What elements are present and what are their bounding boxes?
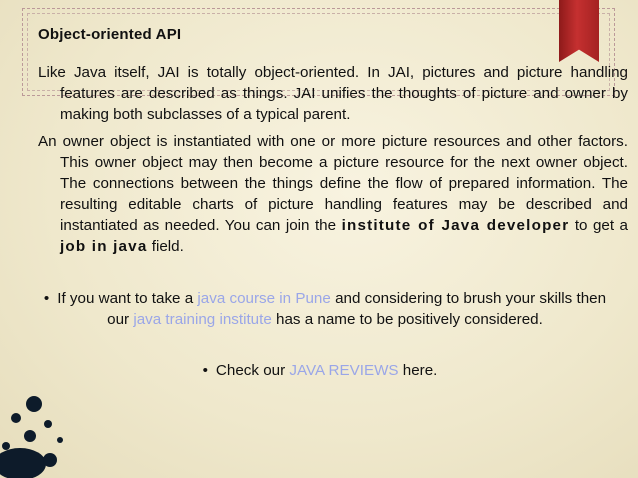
paragraph-owner-object xyxy=(38,131,628,257)
bullet-java-course xyxy=(40,288,610,330)
slide-title: Object-oriented API xyxy=(38,26,182,43)
job-in-java-bold-text: job in java xyxy=(60,238,148,255)
ink-blot-decoration xyxy=(0,390,120,478)
institute-bold-text: institute of Java developer xyxy=(341,217,570,234)
bullet-dot-icon: • xyxy=(202,362,208,379)
java-reviews-link[interactable]: JAVA REVIEWS xyxy=(289,362,399,379)
bullet-java-reviews xyxy=(100,360,540,381)
bullet2-text-pre: Check our xyxy=(215,362,286,379)
para2-text-end: field. xyxy=(151,238,184,255)
para2-text-start: An owner object is instantiated with one or more picture resources and other factors. This owner object may then become a picture resource for the next owner object. The connections between the things define the flow of prepared information. The resulting editable charts of picture handling features may be described and instantiated as needed. You can join the xyxy=(38,133,628,234)
java-training-institute-link[interactable]: java training institute xyxy=(133,311,272,328)
bullet1-text-mid: and considering to brush your skills then our xyxy=(107,290,607,328)
paragraph-jai-intro: Like Java itself, JAI is totally object-oriented. In JAI, pictures and picture handling features are described as things. JAI unifies the thoughts of picture and owner by making both subclasses of a typical parent. xyxy=(38,64,628,123)
bullet1-text-pre: If you want to take a xyxy=(57,290,194,307)
java-course-link[interactable]: java course in Pune xyxy=(197,290,331,307)
bullet-dot-icon: • xyxy=(43,290,50,307)
bullet1-text-post: has a name to be positively considered. xyxy=(276,311,543,328)
para2-text-mid: to get a xyxy=(574,217,628,234)
bullet2-text-post: here. xyxy=(402,362,438,379)
